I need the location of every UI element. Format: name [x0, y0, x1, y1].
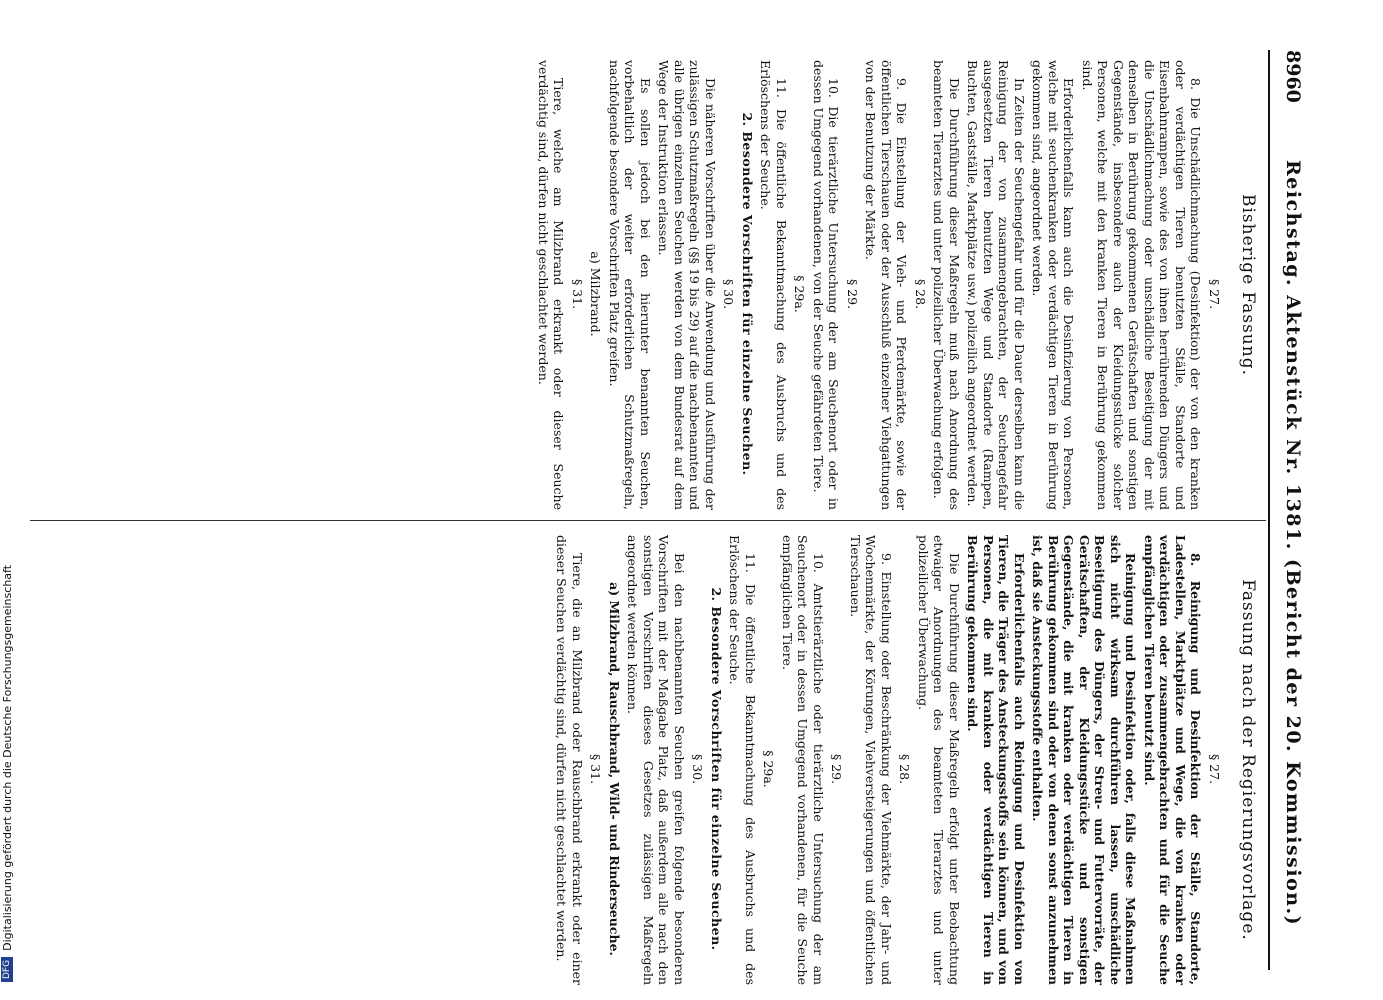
- page-number: 8960: [1282, 50, 1304, 103]
- section-31: § 31.: [570, 278, 585, 310]
- section-29a: § 29a.: [761, 750, 777, 788]
- paragraph-30a: Die näheren Vorschriften über die Anwendung und Ausführung der zulässigen Schutzmaßregeln (§§ 19 bis 29) auf die nachbenannten und alle übrigen einzelnen Seuchen werden von dem Bundesrat auf dem Wege der Instruktion erlassen.: [656, 60, 718, 510]
- section-27: § 27.: [1207, 278, 1222, 310]
- paragraph-8: 8. Die Unschädlichmachung (Desinfektion) der von den kranken oder verdächtigen Tieren benutzten Ställe, Standorte und Eisenbahnrampen, sowie des von ihnen herrührenden Düngers und die Unschädlichmachung oder unschädliche Beseitigung der mit denselben in Berührung gekommenen Gerätschaften und sonstigen Gegenstände, insbesondere auch der Kleidungsstücke solcher Personen, welche mit den kranken Tieren in Berührung gekommen sind.: [1080, 60, 1204, 510]
- footer-text: Digitalisierung gefördert durch die Deutsche Forschungsgemeinschaft: [0, 564, 14, 951]
- page-title: Reichstag. Aktenstück Nr. 1381. (Bericht der 20. Kommission.): [1282, 160, 1304, 927]
- paragraph-30b: Es sollen jedoch bei den hierunter benannten Seuchen, vorbehaltlich der weiter erforderlichen Schutzmaßregeln, nachfolgende besondere Vorschriften Platz greifen.: [607, 60, 653, 510]
- paragraph-11: 11. Die öffentliche Bekanntmachung des Ausbruchs und des Erlöschens der Seuche.: [758, 60, 789, 510]
- left-column: [533, 60, 1223, 510]
- section-29: § 29.: [845, 278, 860, 310]
- paragraph-30a: Bei den nachbenannten Seuchen greifen folgende besonderen Vorschriften mit der Maßgabe Platz, daß außerdem alle nach den sonstigen Vorschriften dieses Gesetzes zulässigen Maßregeln angeordnet werden können.: [625, 535, 687, 985]
- section-28: § 28.: [913, 278, 928, 310]
- section-29a: § 29a.: [792, 275, 808, 313]
- right-column: [551, 535, 1222, 985]
- page-header: [1270, 50, 1304, 970]
- section-28: § 28.: [897, 753, 913, 785]
- paragraph-8b: Erforderlichenfalls kann auch die Desinfizierung von Personen, welche mit seuchenkranken oder verdächtigen Tieren in Berührung gekommen sind, angeordnet werden.: [1030, 60, 1077, 510]
- header-rule: [1268, 50, 1270, 970]
- subheading-anthrax: a) Milzbrand, Rauschbrand, Wild- und Rinderseuche.: [607, 582, 622, 956]
- paragraph-11: 11. Die öffentliche Bekanntmachung des Ausbruchs und des Erlöschens der Seuche.: [727, 535, 758, 985]
- paragraph-31: Tiere, welche am Milzbrand erkrankt oder dieser Seuche verdächtig sind, dürfen nicht geschlachtet werden.: [536, 60, 567, 510]
- paragraph-9: 9. Einstellung oder Beschränkung der Viehmärkte, der Jahr- und Wochenmärkte, der Körungen, Viehversteigerungen und öffentlichen Tierschauen.: [848, 535, 894, 985]
- section-31: § 31.: [588, 753, 604, 785]
- section-27: § 27.: [1207, 753, 1222, 785]
- paragraph-8b: Reinigung und Desinfektion oder, falls diese Maßnahmen sich nicht wirksam durchführen lassen, unschädliche Beseitigung des Düngers, der Streu- und Futtervorräte, der Gerätschaften, der Kleidungsstücke und sonstigen Gegenstände, die mit kranken oder verdächtigen Tieren in Berührung gekommen sind oder von denen sonst anzunehmen ist, daß sie Ansteckungsstoffe enthalten.: [1030, 535, 1139, 985]
- paragraph-10: 10. Die tierärztliche Untersuchung der am Seuchenort oder in dessen Umgegend vorhandenen, von der Seuche gefährdeten Tiere.: [811, 60, 842, 510]
- subheading-anthrax: a) Milzbrand.: [588, 251, 604, 337]
- paragraph-8: 8. Reinigung und Desinfektion der Ställe, Standorte, Ladestellen, Marktplätze und Wege, die von kranken oder verdächtigen oder zusammengebrachten und für die Seuche empfänglichen Tieren benutzt sind.: [1142, 535, 1204, 985]
- column-divider: [30, 520, 1266, 521]
- left-column-heading: Bisherige Fassung.: [1238, 194, 1258, 376]
- right-column-heading: Fassung nach der Regierungsvorlage.: [1238, 579, 1258, 941]
- paragraph-8d: Die Durchführung dieser Maßregeln muß nach Anordnung des beamteten Tierarztes und unter polizeilicher Überwachung erfolgen.: [931, 60, 962, 510]
- paragraph-8d: Die Durchführung dieser Maßregeln erfolgt unter Beobachtung etwaiger Anordnungen des beamteten Tierarztes und unter polizeilicher Überwachung.: [916, 535, 962, 985]
- paragraph-10: 10. Amtstierärztliche oder tierärztliche Untersuchung der am Seuchenort oder in dessen Umgegend vorhandenen, für die Seuche empfänglichen Tiere.: [780, 535, 826, 985]
- section-29: § 29.: [829, 753, 845, 785]
- section-30: § 30.: [690, 753, 706, 785]
- paragraph-9: 9. Die Einstellung der Vieh- und Pferdemärkte, sowie der öffentlichen Tierschauen oder der Ausschluß einzelner Viehgattungen von der Benutzung der Märkte.: [863, 60, 910, 510]
- paragraph-31: Tiere, die an Milzbrand oder Rauschbrand erkrankt oder einer dieser Seuchen verdächtig sind, dürfen nicht geschlachtet werden.: [554, 535, 585, 985]
- paragraph-8c: In Zeiten der Seuchengefahr und für die Dauer derselben kann die Reinigung der von zusammengebrachten, der Seuchengefahr ausgesetzten Tieren benutzten Wege und Standorte (Rampen, Buchten, Gastställe, Marktplätze usw.) polizeilich angeordnet werden.: [965, 60, 1027, 510]
- digitization-footer: [0, 0, 16, 1000]
- section-30: § 30.: [721, 278, 737, 310]
- dfg-logo: DFG: [1, 957, 13, 982]
- paragraph-8c: Erforderlichenfalls auch Reinigung und Desinfektion von Tieren, die Träger des Ansteckungsstoffs sein können, und von Personen, die mit kranken oder verdächtigen Tieren in Berührung gekommen sind.: [965, 535, 1027, 985]
- subheading-special-rules: 2. Besondere Vorschriften für einzelne Seuchen.: [740, 112, 755, 476]
- subheading-special-rules: 2. Besondere Vorschriften für einzelne Seuchen.: [709, 587, 724, 951]
